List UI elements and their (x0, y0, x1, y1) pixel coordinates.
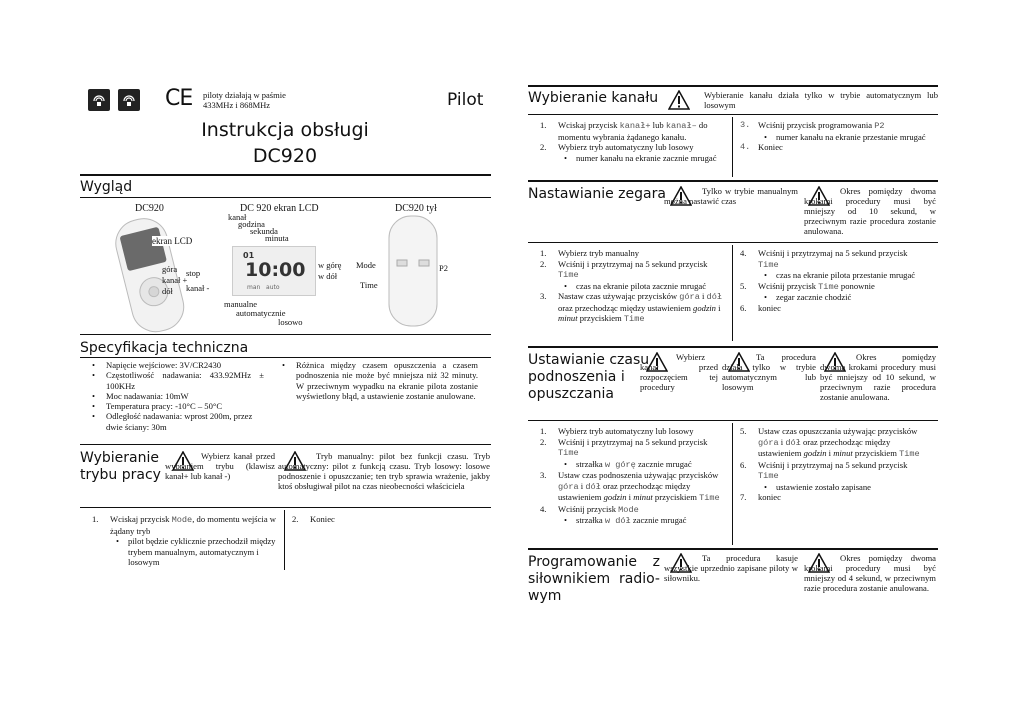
step: 6. koniec (740, 302, 781, 313)
fig3-mode-label: Mode (356, 260, 376, 270)
step: 1. Wybierz tryb manualny (540, 248, 640, 258)
fig2-godzina-label: godzina (238, 219, 265, 229)
signal-icon (118, 89, 140, 111)
step: 3. Ustaw czas podnoszenia używając przycisków góra i dół oraz przechodząc między ustawieniem godzin i minut przyciskiem Time (540, 470, 720, 503)
fig2-wgore-label: w górę (318, 260, 342, 270)
heading-czas: Ustawianie czasu podnoszenia i opuszczania (528, 352, 650, 402)
note-prog-1: Ta procedura kasuje wszystkie uprzednio zapisane piloty w siłowniku. (664, 553, 798, 583)
fig2-minuta-label: minuta (265, 233, 289, 243)
step: 2. Wciśnij i przytrzymaj na 5 sekund przycisk Time (540, 258, 708, 280)
lcd-screen (232, 246, 316, 296)
note-kanal: Wybieranie kanału działa tylko w trybie automatycznym lub losowym (704, 90, 938, 110)
rule (528, 420, 938, 421)
step-sub: • numer kanału na ekranie przestanie mrugać (736, 132, 930, 143)
heading-tryb: Wybieranie trybu pracy (80, 450, 161, 483)
remote-back-illustration (383, 212, 443, 330)
spec-list (88, 360, 264, 432)
heading-spec: Specyfikacja techniczna (80, 340, 249, 356)
note-tryb-1: Wybierz kanał przed wybraniem trybu (klawisz kanał+ lub kanał -) (165, 451, 275, 481)
fig3-p2-label: P2 (439, 263, 448, 273)
rule (80, 334, 491, 335)
step: 7. koniec (740, 492, 781, 502)
steps-zegar (536, 248, 728, 325)
divider (732, 423, 733, 545)
spec-item: • Częstotliwość nadawania: 433.92MHz ± 100KHz (88, 370, 264, 391)
spec-item: • Temperatura pracy: -10°C – 50°C (88, 401, 264, 411)
fig2-losowo-label: losowo (278, 317, 303, 327)
note-czas-1: Wybierz kanał przed rozpoczęciem tej procedury (640, 352, 718, 392)
step: 2. Wciśnij i przytrzymaj na 5 sekund przycisk Time (540, 436, 708, 458)
rule (80, 444, 491, 445)
step: 3. Wciśnij przycisk programowania P2 (740, 120, 885, 131)
step: 6. Wciśnij i przytrzymaj na 5 sekund przycisk Time (740, 459, 908, 481)
spec-item: • Odległość nadawania: wprost 200m, przez dwie ściany: 30m (88, 411, 264, 432)
fig1-title: DC920 (135, 203, 164, 214)
lcd-time: 10:00 (245, 259, 306, 281)
step-sub: • ustawienie zostało zapisane (736, 482, 930, 493)
step: 4. Wciśnij przycisk Mode (540, 503, 639, 515)
steps-kanal-2 (736, 120, 930, 153)
fig1-stop-label: stop (186, 268, 201, 278)
fig1-dol-label: dół (162, 286, 173, 296)
warning-icon (668, 90, 690, 110)
steps-tryb (88, 514, 278, 568)
rule (80, 197, 491, 198)
step-sub: • czas na ekranie pilota zacznie mrugać (536, 281, 728, 292)
heading-zegar: Nastawianie zegara (528, 186, 666, 202)
signal-icon (88, 89, 110, 111)
step: 3. Nastaw czas używając przycisków góra i dół oraz przechodząc między ustawieniem godzin i minut przyciskiem Time (540, 291, 723, 324)
fig2-automatycznie-label: automatycznie (236, 308, 286, 318)
rule (80, 357, 491, 358)
step: 1. Wciskaj przycisk Mode, do momentu wejścia w żądany tryb (92, 514, 276, 536)
fig2-manualne-label: manualne (224, 299, 258, 309)
note-prog-2: Okres pomiędzy dwoma krokami procedury musi być mniejszy od 4 sekund, w przeciwnym razie procedura zostanie anulowana. (804, 553, 936, 593)
spec-right (278, 360, 478, 401)
rule (528, 346, 938, 348)
badge-433 (88, 89, 110, 111)
step-sub: • pilot będzie cyklicznie przechodził między trybem manualnym, automatycznym i losowym (88, 536, 278, 568)
fig2-sekunda-label: sekunda (250, 226, 278, 236)
rule (80, 507, 491, 508)
note-czas-2: Ta procedura działa tylko w trybie automatycznym lub losowym (722, 352, 816, 392)
fig1-kanal-plus-label: kanał + (162, 275, 188, 285)
steps-zegar-2 (736, 248, 930, 313)
rule (528, 85, 938, 87)
note-zegar-2: Okres pomiędzy dwoma krokami procedury musi być mniejszy od 10 sekund, w przeciwnym razie procedura zostanie anulowana. (804, 186, 936, 236)
fig3-title: DC920 tył (395, 203, 437, 214)
fig2-kanal-label: kanał (228, 212, 247, 222)
doc-title: Instrukcja obsługi DC920 (201, 119, 369, 167)
fig2-wdol-label: w dół (318, 271, 338, 281)
steps-tryb-2 (288, 514, 478, 525)
note-zegar-1: Tylko w trybie manualnym można nastawić czas (664, 186, 798, 206)
lcd-modes: man auto (247, 284, 280, 291)
steps-czas-2 (736, 426, 930, 503)
rule (528, 114, 938, 115)
step-sub: • czas na ekranie pilota przestanie mrugać (736, 270, 930, 281)
lcd-channel: 01 (243, 251, 255, 260)
badge-868 (118, 89, 140, 111)
fig1-gora-label: góra (162, 264, 178, 274)
note-tryb-2: Tryb manualny: pilot bez funkcji czasu. Tryb automatyczny: pilot z funkcją czasu. Tryb losowy: losowe podnoszenie i opuszczanie; ten tryb sprawia wrażenie, jakby ktoś obsługiwał pilot na czas nieobecności właściciela (278, 451, 490, 491)
steps-czas (536, 426, 728, 527)
fig3-time-label: Time (360, 280, 378, 290)
divider (732, 117, 733, 177)
rule (528, 548, 938, 550)
step: 4. Wciśnij i przytrzymaj na 5 sekund przycisk Time (740, 248, 908, 270)
rule (80, 174, 491, 176)
step-sub: • strzałka w górę zacznie mrugać (536, 459, 728, 471)
step-sub: • zegar zacznie chodzić (736, 292, 930, 303)
divider (284, 510, 285, 570)
heading-kanal: Wybieranie kanału (528, 90, 659, 106)
fig1-lcd-label: ekran LCD (152, 236, 193, 246)
fig1-kanal-minus-label: kanał - (186, 283, 210, 293)
divider (732, 245, 733, 341)
ce-mark: CE (165, 86, 193, 111)
step: 2. Wybierz tryb automatyczny lub losowy (540, 142, 694, 152)
spec-item: • Napięcie wejściowe: 3V/CR2430 (88, 360, 264, 370)
step: 4. Koniec (740, 142, 783, 152)
spec-item: • Różnica między czasem opuszczenia a czasem podnoszenia nie może być mniejsza niż 32 minuty. W przeciwnym wypadku na ekranie pilota zostanie wyświetlony błąd, a ustawienie zostanie anulowane. (278, 360, 478, 401)
step-sub: • numer kanału na ekranie zacznie mrugać (536, 153, 728, 164)
pilot-label: Pilot (447, 90, 484, 110)
step: 1. Wciskaj przycisk kanał+ lub kanał– do momentu wybrania żądanego kanału. (540, 120, 708, 142)
spec-item: • Moc nadawania: 10mW (88, 391, 264, 401)
step: 2. Koniec (292, 514, 335, 524)
step-sub: • strzałka w dół zacznie mrugać (536, 515, 728, 527)
heading-prog: Programowanie z siłownikiem radio- wym (528, 554, 660, 604)
fig2-title: DC 920 ekran LCD (240, 203, 319, 214)
step: 5. Ustaw czas opuszczania używając przycisków góra i dół oraz przechodząc między ustawieniem godzin i minut przyciskiem Time (740, 426, 920, 459)
rule (528, 180, 938, 182)
step: 5. Wciśnij przycisk Time ponownie (740, 280, 875, 292)
heading-wyglad: Wygląd (80, 179, 133, 195)
note-czas-3: Okres pomiędzy dwoma krokami procedury musi być mniejszy od 10 sekund, w przeciwnym razie procedura zostanie anulowana. (820, 352, 936, 402)
radio-note: piloty działają w paśmie 433MHz i 868MHz (203, 90, 286, 110)
steps-kanal (536, 120, 728, 163)
rule (528, 242, 938, 243)
step: 1. Wybierz tryb automatyczny lub losowy (540, 426, 694, 436)
